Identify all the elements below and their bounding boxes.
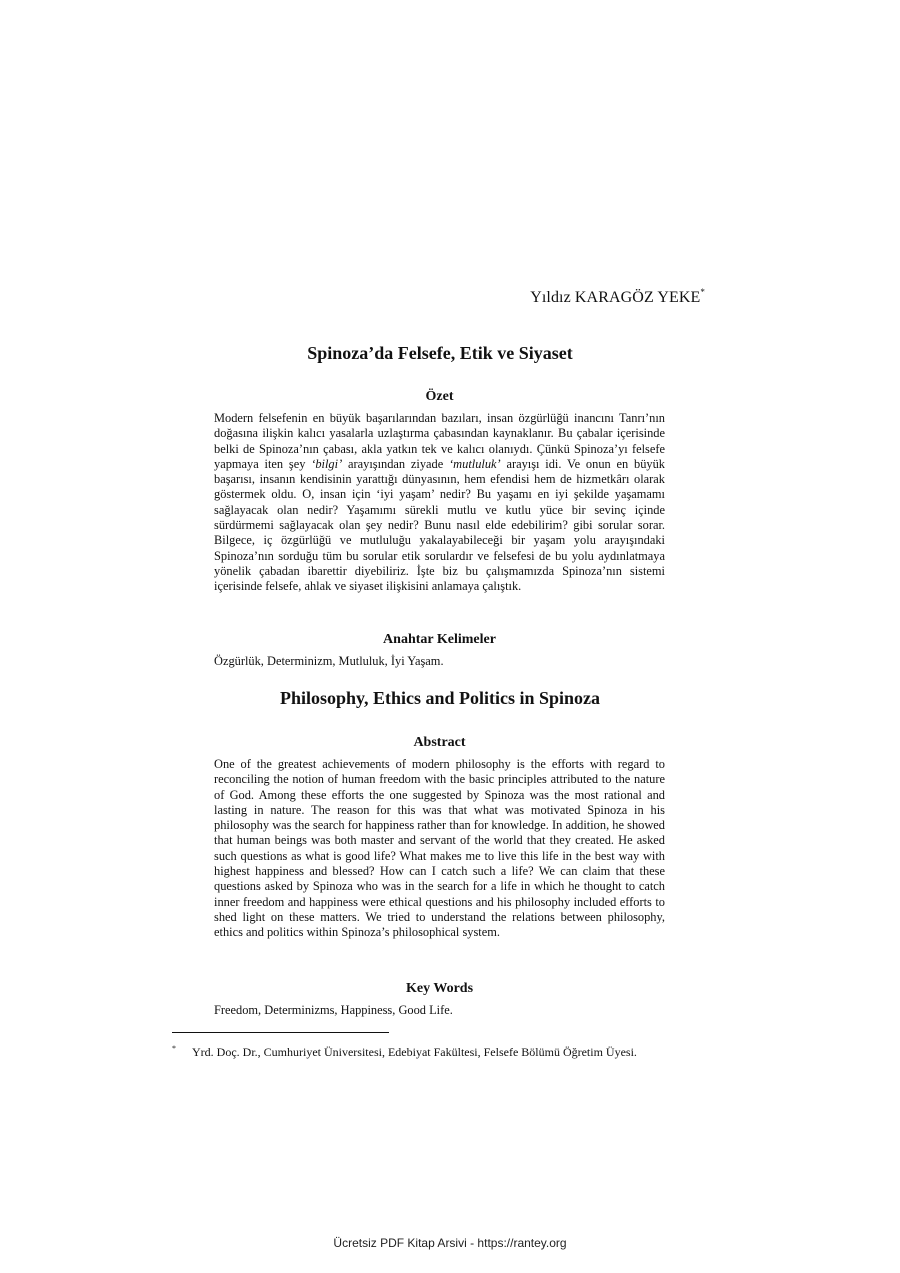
key-words-heading: Key Words [405,981,474,996]
footnote-marker: * [172,1044,176,1053]
ozet-paragraph [214,411,665,595]
footnote-divider [172,1032,389,1033]
ozet-text-3: arayışı idi. Ve onun en büyük başarısı, insanın kendisinin yarattığı dünyasının, hem efendisi hem de hizmetkârı olarak göstermek oldu. O, insan için ‘iyi yaşam’ nedir? Bu yaşamı en iyi şekilde yaşamamı sağlayacak olan nedir? Yaşamımı sürekli mutlu ve kutlu yüce bir sevinç içinde sürdürmemi sağlayacak olan şey nedir? Bunu nasıl elde edebilirim? gibi sorular sorar. Bilgece, iç özgürlüğü ve mutluluğu yakalayabileceği bir yaşam yolu arayışındaki Spinoza’nın sorduğu tüm bu sorular etik sorulardır ve felsefesi de bu yolu aydınlatmaya yönelik çabadan ibarettir diyebiliriz. İşte biz bu çalışmamızda Spinoza’nın sistemi içerisinde felsefe, ahlak ve siyaset ilişkisini anlamaya çalıştık. [214,456,665,594]
author-footnote-marker: * [700,287,705,297]
author-name-text: Yıldız KARAGÖZ YEKE [530,289,701,306]
abstract-heading: Abstract [413,735,466,750]
english-title: Philosophy, Ethics and Politics in Spinoza [279,688,601,708]
key-words-list: Freedom, Determinizms, Happiness, Good Life. [214,1003,453,1017]
footnote-text: Yrd. Doç. Dr., Cumhuriyet Üniversitesi, Edebiyat Fakültesi, Felsefe Bölümü Öğretim Üyesi. [192,1045,637,1059]
turkish-title: Spinoza’da Felsefe, Etik ve Siyaset [307,343,573,363]
ozet-text-1: Modern felsefenin en büyük başarılarından bazıları, insan özgürlüğü inancını Tanrı’nın doğasına ilişkin kalıcı yasalarla uzlaştırma çabasından kaynaklanır. Bu çabalar içerisinde belki de Spinoza’nın çabası, akla yatkın tek ve kalıcı olanıydı. Çünkü Spinoza’yı felsefe yapmaya iten şey [214,411,665,471]
author-name [530,287,705,307]
page-footer: Ücretsiz PDF Kitap Arsivi - https://rantey.org [333,1236,567,1250]
anahtar-kelimeler-list: Özgürlük, Determinizm, Mutluluk, İyi Yaşam. [214,654,444,668]
footnote [172,1044,732,1060]
ozet-text-2: arayışından ziyade [342,456,450,471]
ozet-heading: Özet [425,389,454,404]
ozet-term-mutluluk: ‘mutluluk’ [449,456,501,471]
ozet-term-bilgi: ‘bilgi’ [311,456,343,471]
anahtar-kelimeler-heading: Anahtar Kelimeler [383,632,496,647]
abstract-paragraph: One of the greatest achievements of modern philosophy is the efforts with regard to reconciling the notion of human freedom with the basic principles attributed to the nature of God. Among these efforts the one suggested by Spinoza was the most rational and lasting in nature. The reason for this was that what was motivated Spinoza in his philosophy was the search for happiness rather than for knowledge. In addition, he showed that human beings was both master and servant of the world that they created. He asked such questions as what is good life? What makes me to live this life in the best way with highest happiness and blessed? How can I catch such a life? We can claim that these questions asked by Spinoza who was in the search for a life in which he thought to catch inner freedom and happiness were ethical questions and his philosophy included efforts to shed light on these matters. We tried to understand the relations between philosophy, ethics and politics within Spinoza’s philosophical system. [214,757,665,940]
